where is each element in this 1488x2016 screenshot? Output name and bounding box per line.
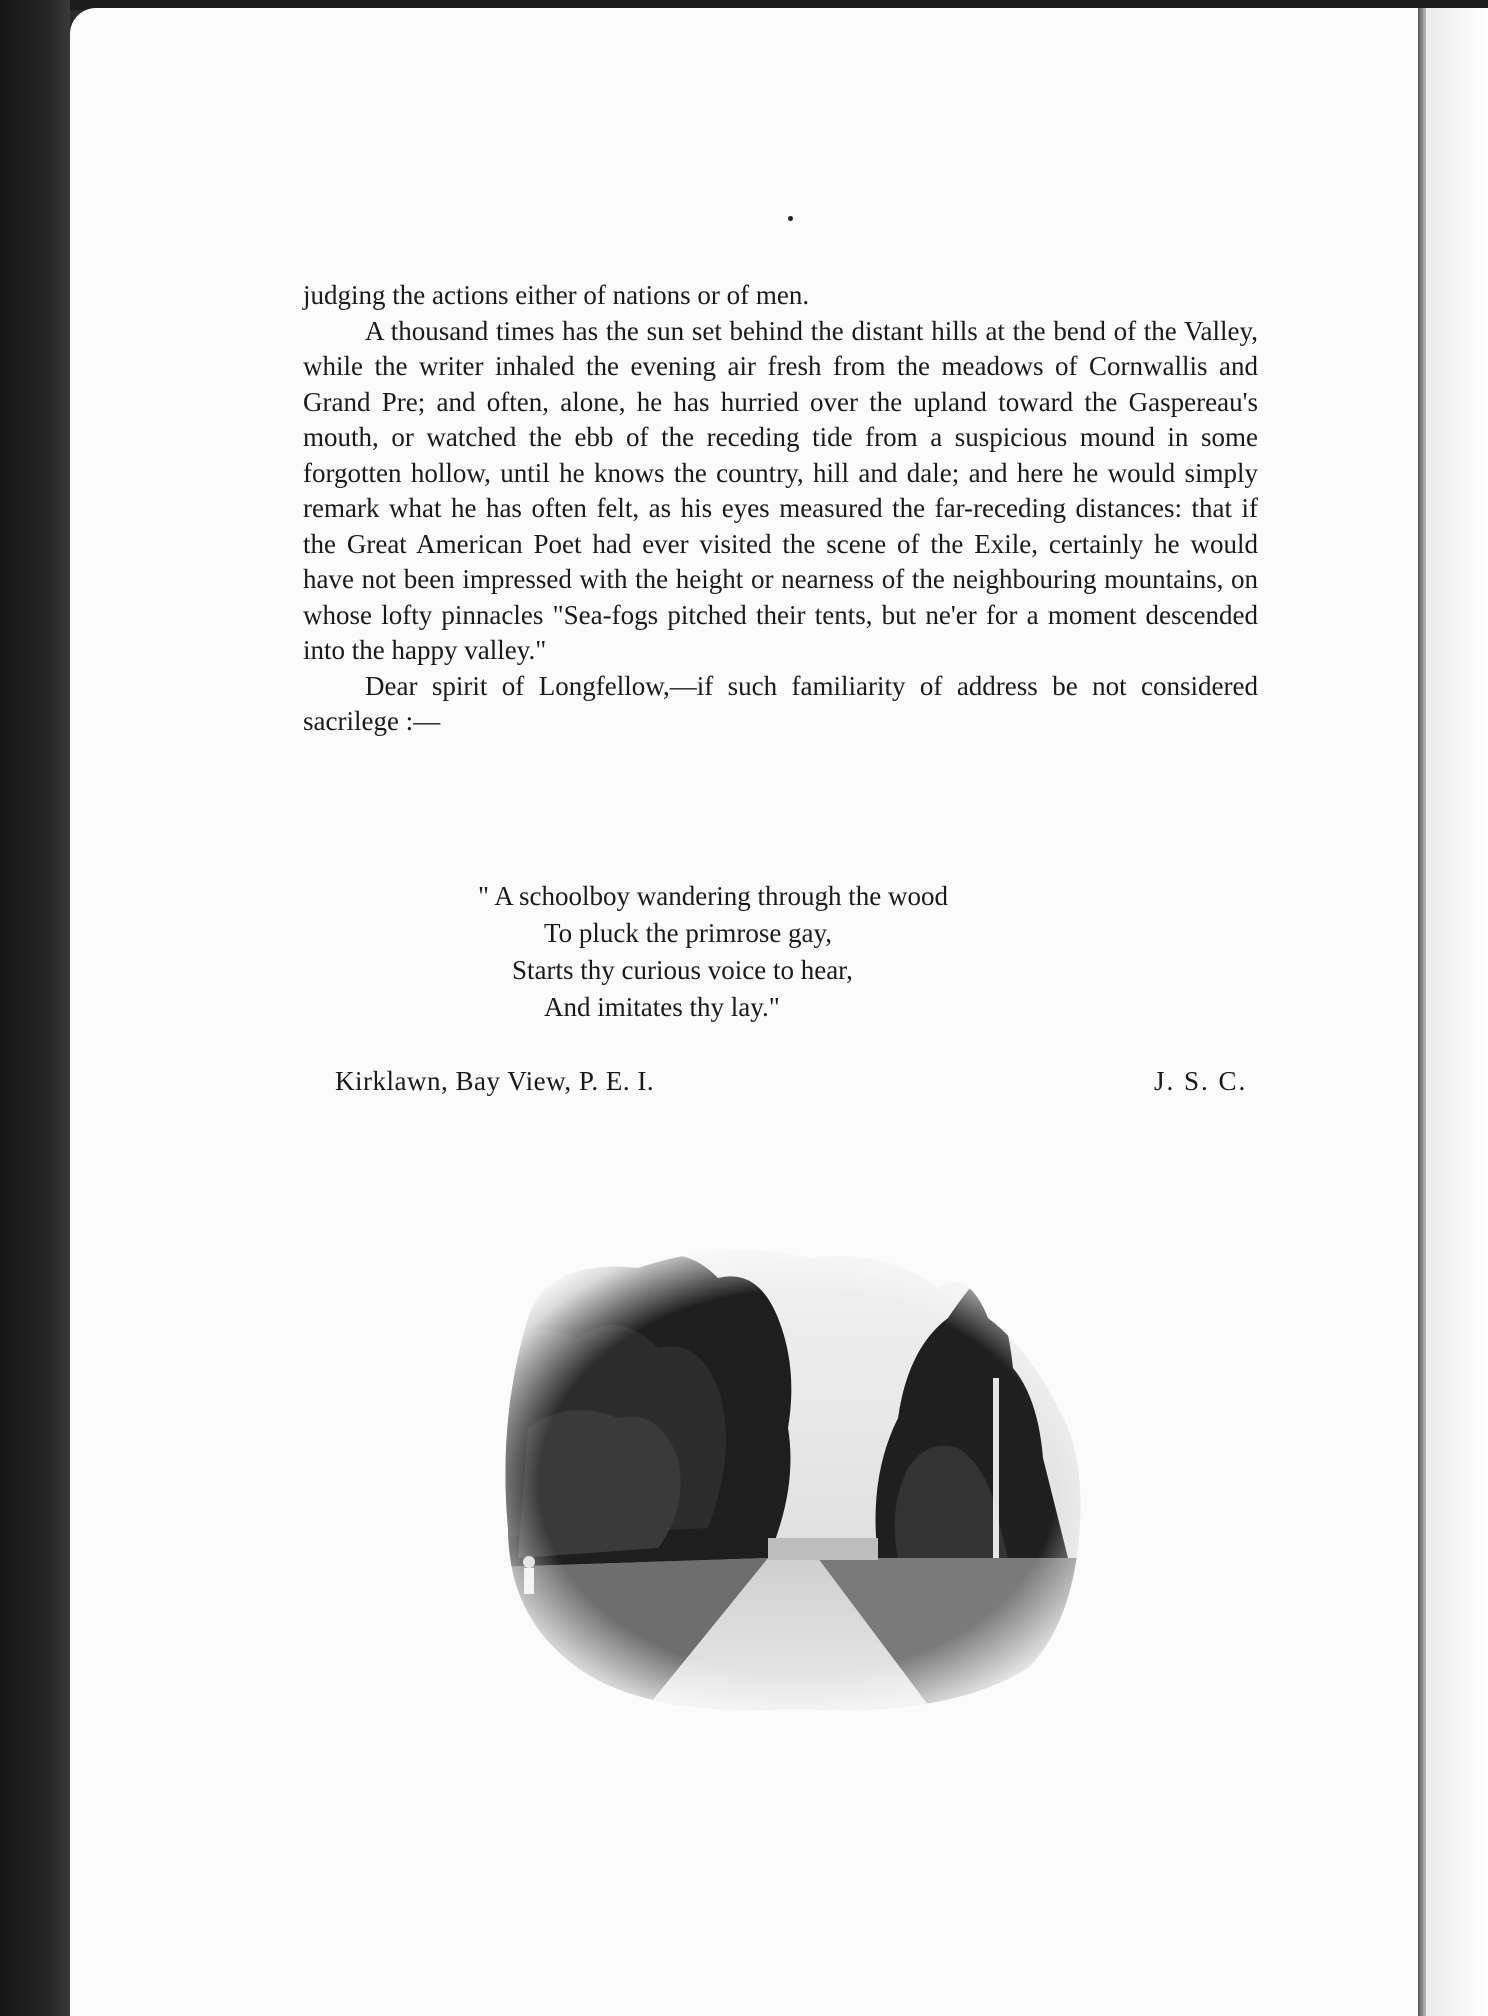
facing-page-edge	[1418, 8, 1488, 2016]
verse-line-1: " A schoolboy wandering through the wood	[478, 881, 948, 911]
vignette-photograph	[468, 1228, 1128, 1718]
signature-place: Kirklawn, Bay View, P. E. I.	[335, 1066, 655, 1096]
scan-border-left	[0, 0, 70, 2016]
tree-lined-road-image	[468, 1228, 1128, 1718]
body-text	[303, 278, 1258, 740]
paragraph-valley: A thousand times has the sun set behind the distant hills at the bend of the Valley, while the writer inhaled the evening air fresh from the meadows of Cornwallis and Grand Pre; and often, alone, he has hurried over the upland toward the Gaspereau's mouth, or watched the ebb of the receding tide from a suspicious mound in some forgotten hollow, until he knows the country, hill and dale; and here he would simply remark what he has often felt, as his eyes measured the far-receding distances: that if the Great American Poet had ever visited the scene of the Exile, certainly he would have not been impressed with the height or nearness of the neighbouring mountains, on whose lofty pinnacles "Sea-fogs pitched their tents, but ne'er for a moment descended into the happy valley."	[303, 315, 1258, 665]
paragraph-continuation: judging the actions either of nations or of men.	[303, 280, 810, 310]
signature-initials: J. S. C.	[1154, 1066, 1248, 1096]
page-gutter	[1418, 8, 1426, 2016]
printer-mark	[788, 216, 793, 221]
verse-line-4: And imitates thy lay."	[544, 992, 780, 1022]
quoted-verse	[478, 878, 948, 1026]
verse-line-3: Starts thy curious voice to hear,	[512, 955, 853, 985]
verse-line-2: To pluck the primrose gay,	[544, 918, 833, 948]
paragraph-longfellow: Dear spirit of Longfellow,—if such familiarity of address be not considered sacrilege :—	[303, 670, 1258, 736]
